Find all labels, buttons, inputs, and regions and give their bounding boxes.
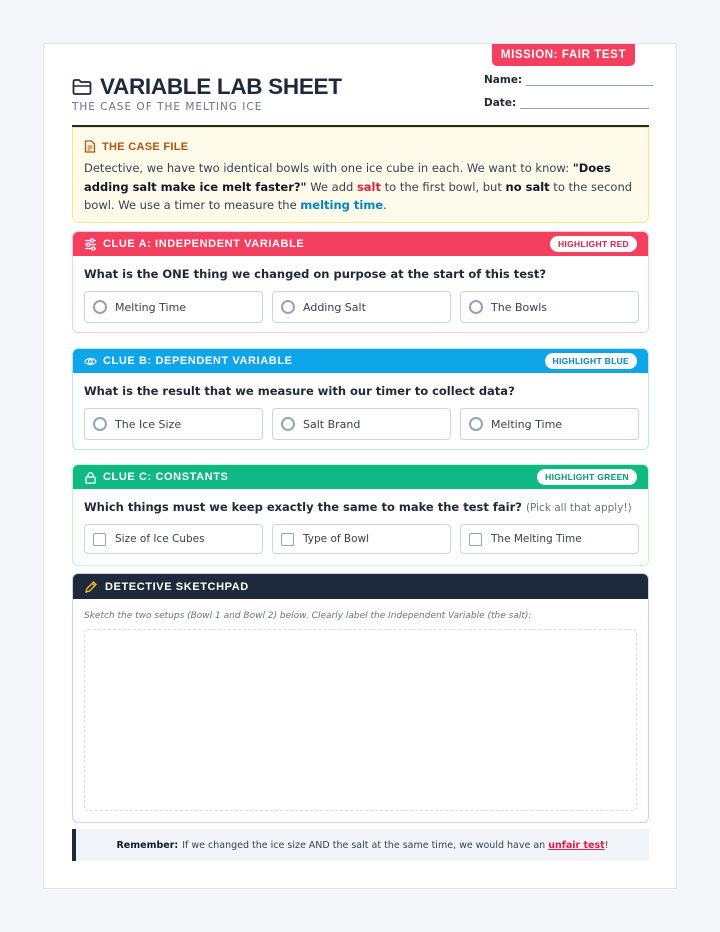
clue-c-header xyxy=(73,465,648,489)
sketchpad-instruction: Sketch the two setups (Bowl 1 and Bowl 2) below. Clearly label the Independent Variable (the salt): xyxy=(84,611,532,621)
checkbox[interactable] xyxy=(281,533,294,546)
no-salt-keyword: no salt xyxy=(505,179,550,194)
case-file xyxy=(72,127,649,223)
date-field[interactable] xyxy=(484,97,649,109)
clue-a-header xyxy=(73,232,648,256)
name-field[interactable] xyxy=(484,74,653,86)
clue-b-option-2[interactable]: Salt Brand xyxy=(272,408,451,440)
date-line[interactable] xyxy=(520,108,649,109)
case-file-text: Detective, we have two identical bowls with one ice cube in each. We want to know: "Does adding salt make ice melt faster?" We add salt to the first bowl, but no salt to the second bowl. We use a timer to measure the melting time. xyxy=(84,161,633,212)
title-row xyxy=(72,74,342,100)
radio-button[interactable] xyxy=(469,417,483,431)
date-label: Date: xyxy=(484,97,517,109)
clue-b-card xyxy=(72,348,649,450)
lab-sheet xyxy=(43,43,677,889)
clue-b-question: What is the result that we measure with our timer to collect data? xyxy=(84,384,515,398)
clue-c-option-1[interactable]: Size of Ice Cubes xyxy=(84,524,263,554)
clue-a-option-1[interactable]: Melting Time xyxy=(84,291,263,323)
clue-a-title: CLUE A: INDEPENDENT VARIABLE xyxy=(103,238,305,250)
clue-a-option-2[interactable]: Adding Salt xyxy=(272,291,451,323)
clue-c-card xyxy=(72,464,649,566)
clue-b-option-3[interactable]: Melting Time xyxy=(460,408,639,440)
clue-c-hint: (Pick all that apply!) xyxy=(525,502,632,514)
salt-keyword: salt xyxy=(356,179,381,194)
clue-c-option-2[interactable]: Type of Bowl xyxy=(272,524,451,554)
drawing-area[interactable] xyxy=(84,629,637,811)
lock-icon xyxy=(84,471,97,484)
name-label: Name: xyxy=(484,74,523,86)
pencil-icon xyxy=(84,580,98,594)
clue-c-options xyxy=(84,524,639,554)
radio-button[interactable] xyxy=(469,300,483,314)
sliders-icon xyxy=(84,238,97,251)
radio-button[interactable] xyxy=(93,300,107,314)
radio-button[interactable] xyxy=(281,300,295,314)
reminder-note: Remember: If we changed the ice size AND the salt at the same time, we would have an unfair test ! xyxy=(72,829,649,861)
folder-icon xyxy=(72,78,92,96)
reminder-text: If we changed the ice size AND the salt at the same time, we would have an xyxy=(182,839,546,851)
clue-c-badge: HIGHLIGHT GREEN xyxy=(537,469,637,485)
document-icon xyxy=(84,140,96,153)
clue-c-question: Which things must we keep exactly the same to make the test fair? (Pick all that apply!) xyxy=(84,500,632,514)
radio-button[interactable] xyxy=(93,417,107,431)
melting-time-keyword: melting time xyxy=(300,198,384,212)
clue-a-badge: HIGHLIGHT RED xyxy=(550,236,637,252)
clue-b-option-1[interactable]: The Ice Size xyxy=(84,408,263,440)
checkbox[interactable] xyxy=(93,533,106,546)
clue-b-header xyxy=(73,349,648,373)
page-subtitle: THE CASE OF THE MELTING ICE xyxy=(72,101,263,113)
radio-button[interactable] xyxy=(281,417,295,431)
sketchpad-title: DETECTIVE SKETCHPAD xyxy=(105,580,249,593)
reminder-label: Remember: xyxy=(116,839,179,851)
clue-a-option-3[interactable]: The Bowls xyxy=(460,291,639,323)
case-file-title: THE CASE FILE xyxy=(102,140,189,153)
clue-a-card xyxy=(72,231,649,333)
mission-badge: MISSION: FAIR TEST xyxy=(492,44,635,66)
eye-icon xyxy=(84,355,97,368)
clue-c-option-3[interactable]: The Melting Time xyxy=(460,524,639,554)
clue-a-question: What is the ONE thing we changed on purpose at the start of this test? xyxy=(84,267,547,281)
clue-b-badge: HIGHLIGHT BLUE xyxy=(545,353,637,369)
page-title: VARIABLE LAB SHEET xyxy=(100,74,342,99)
sketchpad xyxy=(72,573,649,823)
name-line[interactable] xyxy=(526,85,653,86)
checkbox[interactable] xyxy=(469,533,482,546)
clue-c-title: CLUE C: CONSTANTS xyxy=(103,471,229,483)
clue-b-title: CLUE B: DEPENDENT VARIABLE xyxy=(103,355,293,367)
unfair-test-link: unfair test xyxy=(548,839,605,851)
sketchpad-header xyxy=(73,574,648,599)
clue-a-options xyxy=(84,291,639,323)
clue-b-options xyxy=(84,408,639,440)
